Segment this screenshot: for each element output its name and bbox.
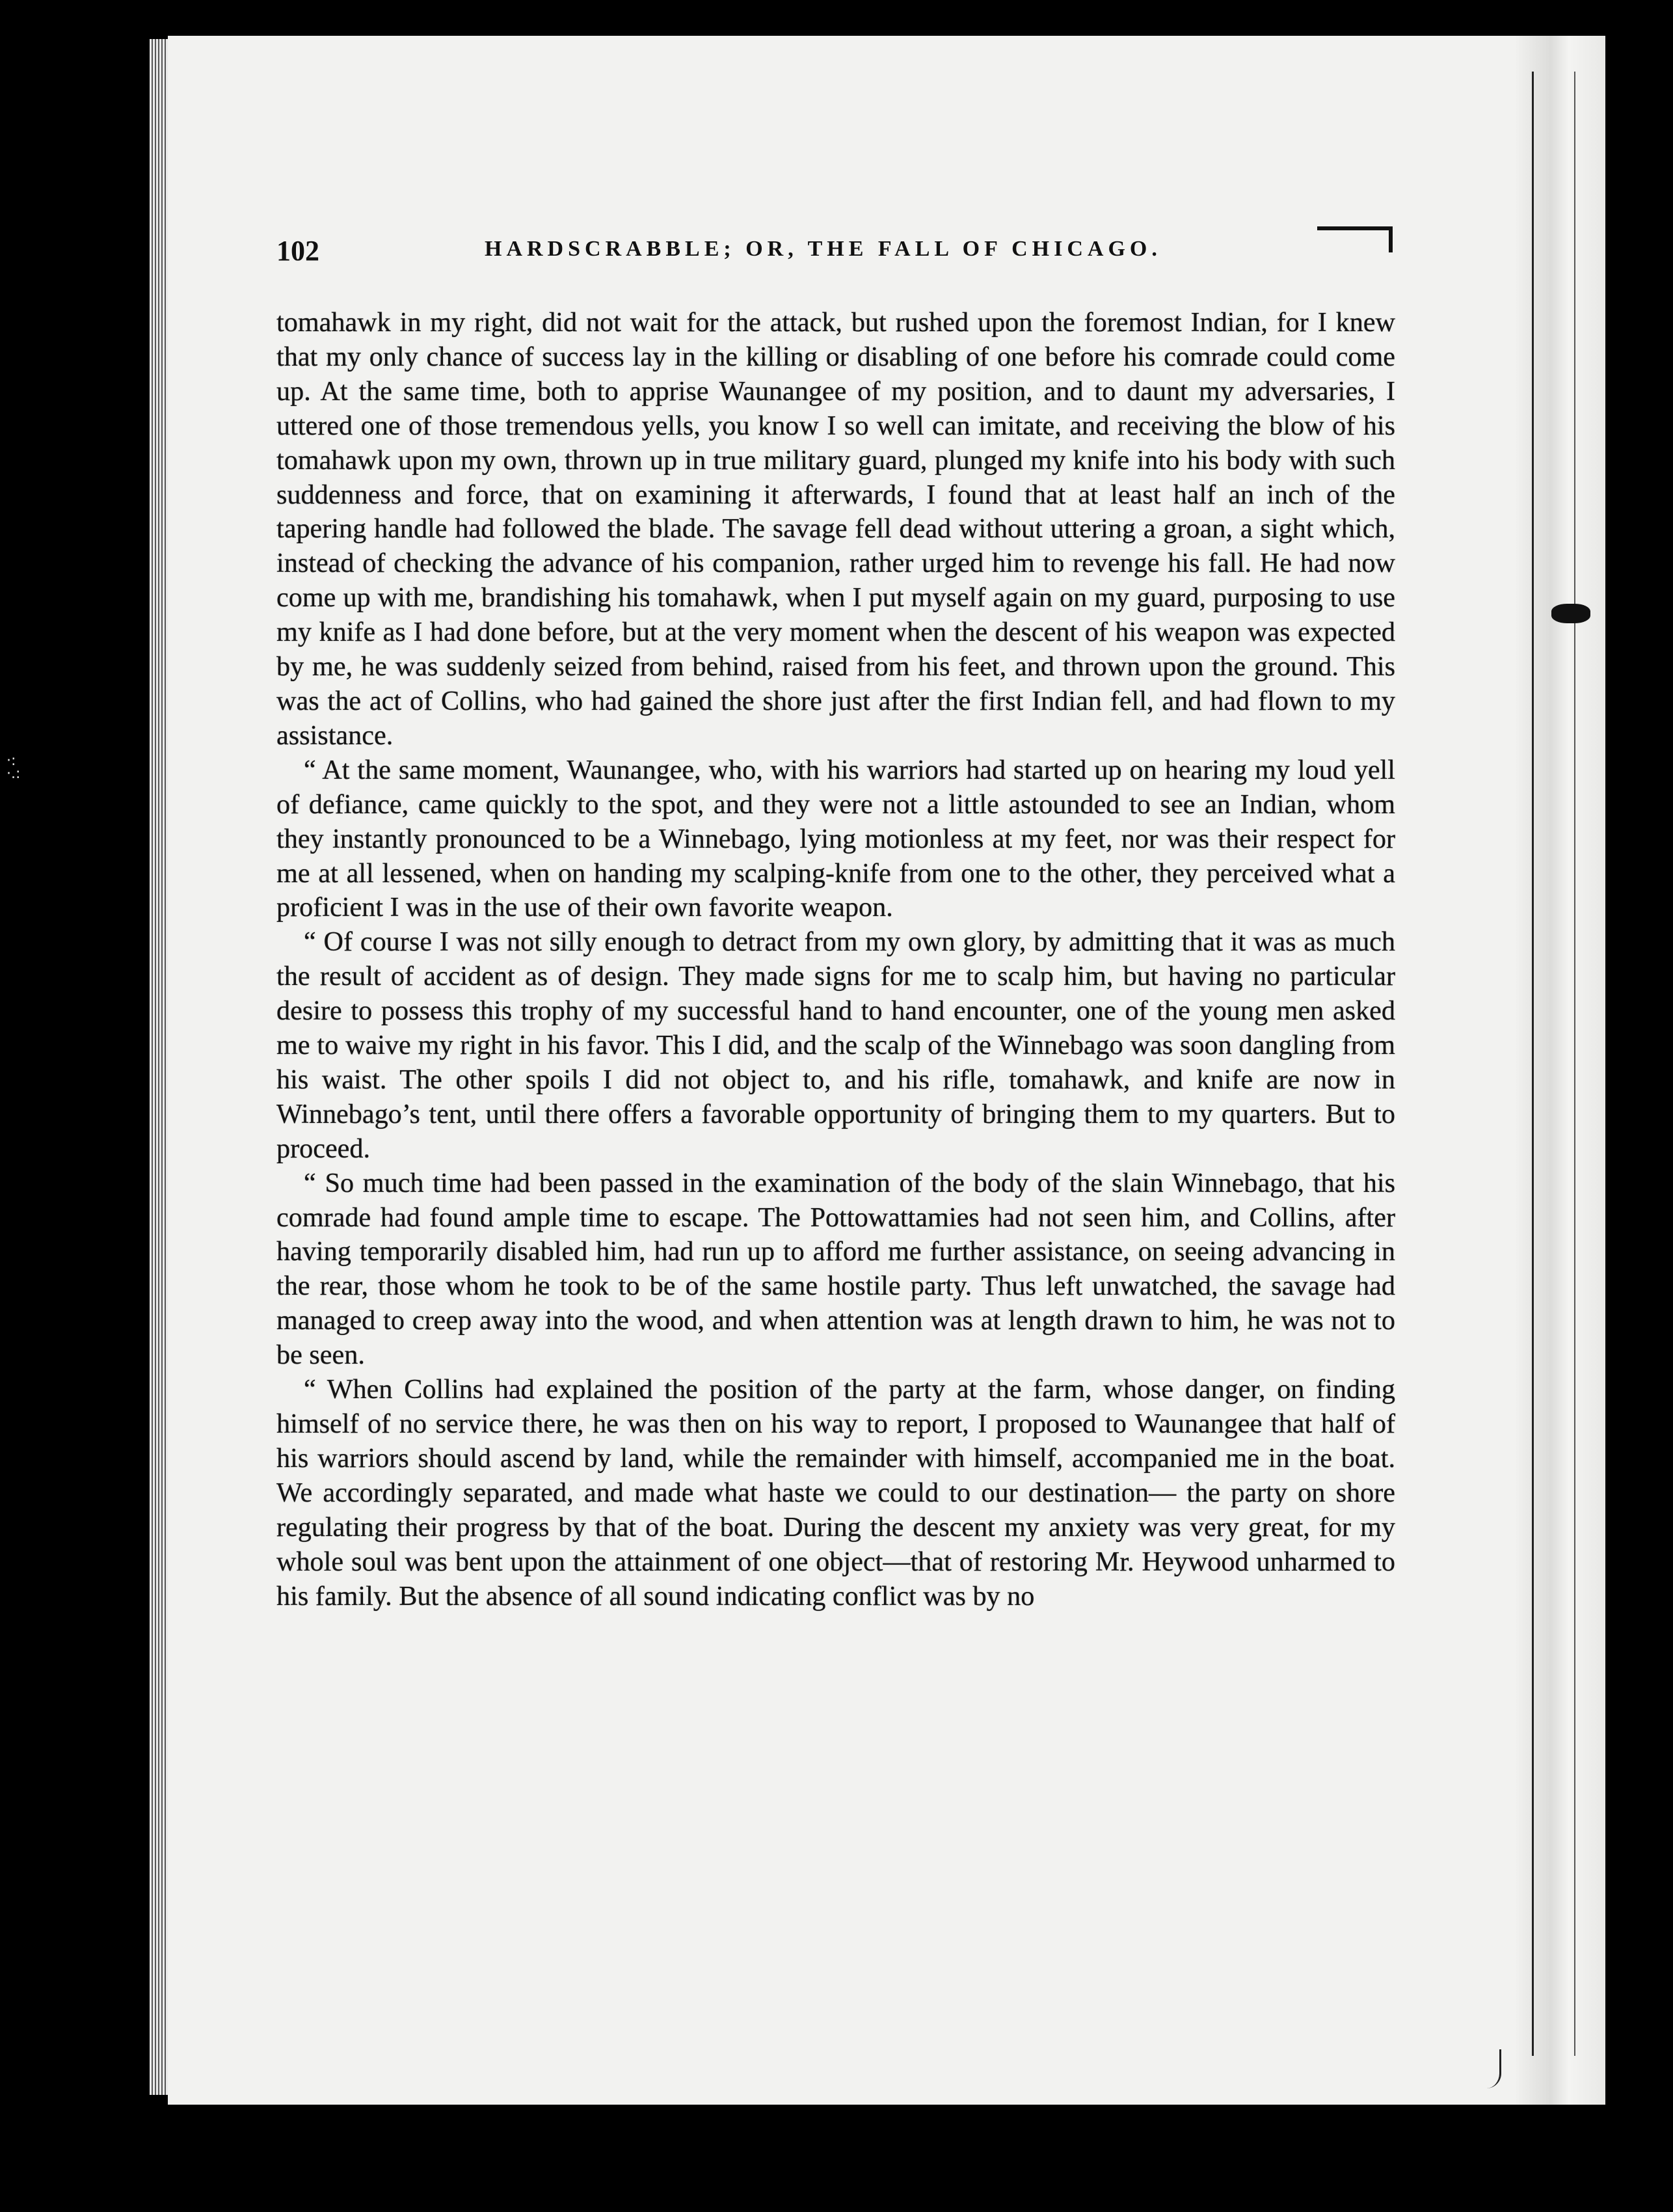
book-gutter [1514,36,1605,2105]
gutter-fold-line [1532,72,1534,2056]
paragraph: “ So much time had been passed in the examination of the body of the slain Winnebago, that his comrade had found ample time to escape. The Pottowattamies had not seen him, and Collins, after having temporarily disabled him, had run up to afford me further assistance, on seeing advancing in the rear, those whom he took to be of the same hostile party. Thus left unwatched, the savage had managed to creep away into the wood, and when attention was at length drawn to him, he was not to be seen. [276,1167,1395,1371]
page-number: 102 [276,235,319,267]
paragraph: “ At the same moment, Waunangee, who, with his warriors had started up on hearing my loud yell of defiance, came quickly to the spot, and they were not a little astounded to see an Indian, whom they instantly pronounced to be a Winnebago, lying motionless at my feet, nor was their respect for me at all lessened, when on handing my scalping-knife from one to the other, they perceived what a proficient I was in the use of their own favorite weapon. [276,754,1395,923]
running-header [276,234,1395,273]
paragraph: “ Of course I was not silly enough to detract from my own glory, by admitting that it was as much the result of accident as of design. They made signs for me to scalp him, but having no particular desire to possess this trophy of my successful hand to hand encounter, one of the young men asked me to waive my right in his favor. This I did, and the scalp of the Winnebago was soon dangling from his waist. The other spoils I did not object to, and his rifle, tomahawk, and knife are now in Winnebago’s tent, until there offers a favorable opportunity of bringing them to my quarters. But to proceed. [276,926,1395,1164]
paragraph: tomahawk in my right, did not wait for the attack, but rushed upon the foremost Indian, for I knew that my only chance of success lay in the killing or disabling of one before his comrade could come up. At the same time, both to apprise Waunangee of my position, and to daunt my adversaries, I uttered one of those tremendous yells, you know I so well can imitate, and receiving the blow of his tomahawk upon my own, thrown up in true military guard, plunged my knife into his body with such suddenness and force, that on examining it afterwards, I found that at least half an inch of the tapering handle had followed the blade. The savage fell dead without uttering a groan, a sight which, instead of checking the advance of his companion, rather urged him to revenge his fall. He had now come up with me, brandishing his tomahawk, when I put myself again on my guard, purposing to use my knife as I had done before, but at the very moment when the descent of his weapon was expected by me, he was suddenly seized from behind, raised from his feet, and thrown upon the ground. This was the act of Collins, who had gained the shore just after the first Indian fell, and had flown to my assistance. [276,307,1395,751]
header-corner-mark [1317,226,1393,252]
scan-noise-specks: ·: ·.: [7,753,21,782]
running-title: HARDSCRABBLE; OR, THE FALL OF CHICAGO. [485,237,1162,261]
paragraph: “ When Collins had explained the position of the party at the farm, whose danger, on finding himself of no service there, he was then on his way to report, I proposed to Waunangee that half of his warriors should ascend by land, while the remainder with himself, accompanied me in the boat. We accordingly separated, and made what haste we could to our destination— the party on shore regulating their progress by that of the boat. During the descent my anxiety was very great, for my whole soul was bent upon the attainment of one object—that of restoring Mr. Heywood unharmed to his family. But the absence of all sound indicating conflict was by no [276,1374,1395,1612]
body-text [276,306,1395,1613]
book-page-edges [150,39,169,2095]
ink-blot [1551,604,1590,623]
gutter-fold-line-secondary [1574,72,1575,2056]
